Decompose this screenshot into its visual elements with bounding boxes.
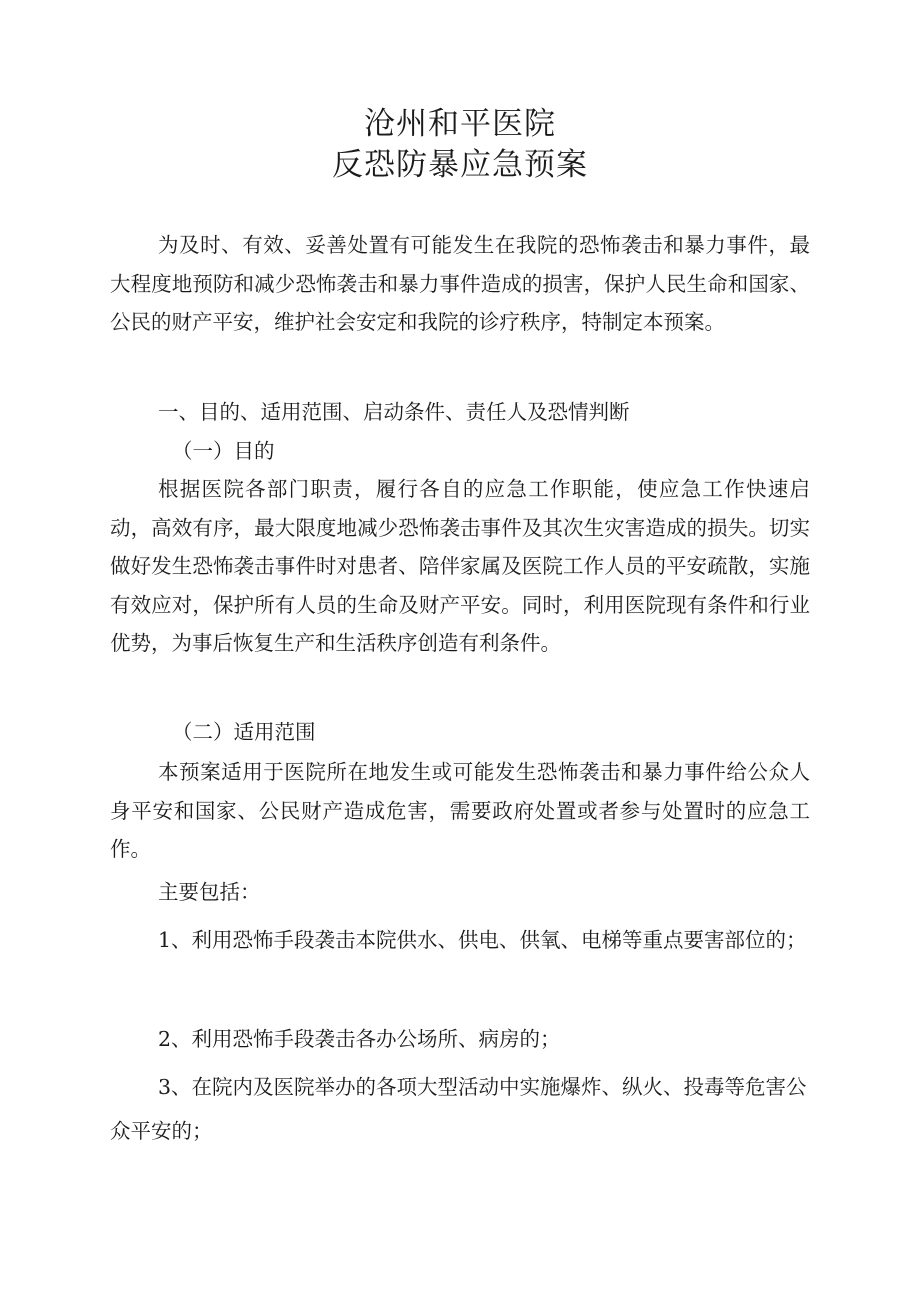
list-item: 3、在院内及医院举办的各项大型活动中实施爆炸、纵火、投毒等危害公众平安的；	[110, 1075, 807, 1143]
document-title-hospital: 沧州和平医院	[364, 106, 556, 142]
subsection-2-heading: （二）适用范围	[172, 720, 316, 744]
list-item: 2、利用恐怖手段袭击各办公场所、病房的；	[158, 1027, 561, 1051]
section-1-heading: 一、目的、适用范围、启动条件、责任人及恐情判断	[158, 400, 630, 424]
main-include-label: 主要包括：	[158, 880, 261, 904]
list-item: 1、利用恐怖手段袭击本院供水、供电、供氧、电梯等重点要害部位的；	[158, 928, 807, 952]
intro-paragraph: 为及时、有效、妥善处置有可能发生在我院的恐怖袭击和暴力事件，最大程度地预防和减少恐怖袭击和暴力事件造成的损害，保护人民生命和国家、公民的财产平安，维护社会安定和我院的诊疗秩序，特制定本预案。	[110, 233, 810, 334]
document-title-plan: 反恐防暴应急预案	[332, 147, 588, 183]
subsection-1-heading: （一）目的	[172, 439, 275, 463]
subsection-2-text: 本预案适用于医院所在地发生或可能发生恐怖袭击和暴力事件给公众人身平安和国家、公民财产造成危害，需要政府处置或者参与处置时的应急工作。	[110, 760, 810, 861]
subsection-1-text: 根据医院各部门职责，履行各自的应急工作职能，使应急工作快速启动，高效有序，最大限度地减少恐怖袭击事件及其次生灾害造成的损失。切实做好发生恐怖袭击事件时对患者、陪伴家属及医院工作人员的平安疏散，实施有效应对，保护所有人员的生命及财产平安。同时，利用医院现有条件和行业优势，为事后恢复生产和生活秩序创造有利条件。	[110, 477, 810, 655]
